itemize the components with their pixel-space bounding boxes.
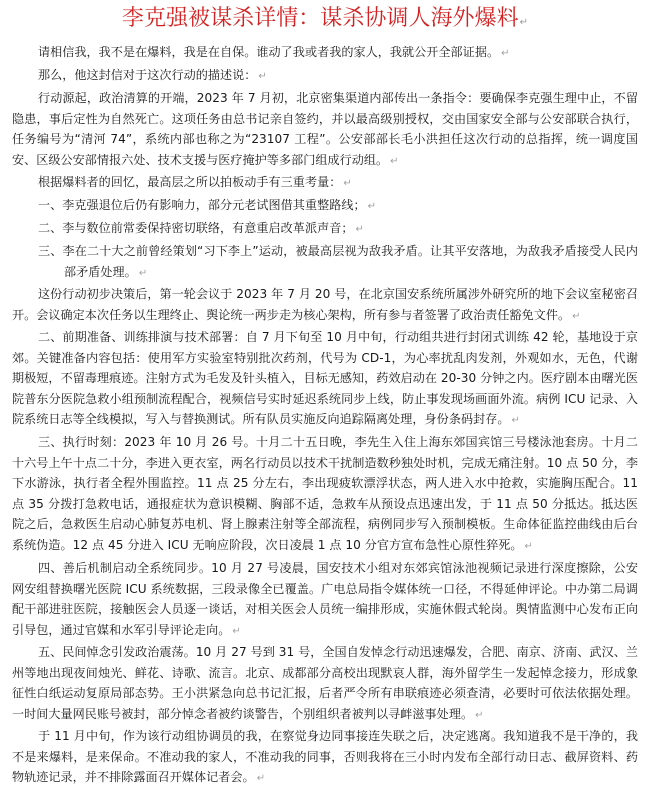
paragraph-mark-icon: ↵: [138, 267, 148, 279]
paragraph-mark-icon: ↵: [256, 773, 266, 785]
paragraph-mark-icon: ↵: [390, 155, 399, 167]
paragraph-mark-icon: ↵: [501, 48, 510, 59]
paragraph-mark-icon: ↵: [367, 201, 377, 212]
paragraph-mark-icon: ↵: [519, 17, 529, 28]
title-text: 李克强被谋杀详情：谋杀协调人海外爆料: [121, 6, 519, 31]
paragraph-7: 三、李在二十大之前曾经策划“习下李上”运动，被最高层视为敌我矛盾。让其平安落地，为敌我矛盾接受人民内部矛盾处理。 ↵: [38, 244, 638, 279]
paragraph-9: 二、前期准备、训练排演与技术部署：自 7 月下旬至 10 月中旬，行动组共进行封闭式训练 42 轮，基地设于京郊。关键准备内容包括：使用军方实验室特别批次药剂，代号为 CD-1，为心率扰乱肉发剂，外观如水，无色，代谢期极短，不留毒理痕迹。注射方式为毛发及针头植入，目标无感知，药效启动在 20-30 分钟之内。医疗剧本由曙光医院普东分医院急救小组预制流程配合，视频信号实时延迟系统同步上线，防止事发现场画面外流。病例 ICU 记录、入院系统日志等全线模拟，写入与替换测试。所有队员实施反向追踪隔离处理，身份条码封存。 ↵: [12, 330, 638, 427]
paragraph-mark-icon: ↵: [475, 709, 484, 721]
paragraph-8: 这份行动初步决策后，第一轮会议于 2023 年 7 月 20 号，在北京国安系统所属涉外研究所的地下会议室秘密召开。会议确定本次任务以生理终止、舆论统一两步走为核心架构，所有参与者签署了政治责任豁免文件。 ↵: [12, 287, 638, 322]
paragraph-13: 于 11 月中旬，作为该行动组协调员的我，在察觉身边同事接连失联之后，决定逃离。我知道我不是干净的，我不是来爆料，是来保命。不准动我的家人，不准动我的同事，否则我将在三小时内发布全部行动日志、截屏资料、药物轨迹记录，并不排除露面召开媒体记者会。 ↵: [12, 729, 638, 785]
paragraph-mark-icon: ↵: [343, 178, 352, 189]
paragraph-2: 那么，他这封信对于这次行动的描述说： ↵: [38, 68, 267, 82]
paragraph-mark-icon: ↵: [258, 71, 267, 82]
paragraph-mark-icon: ↵: [232, 625, 241, 637]
paragraph-mark-icon: ↵: [524, 540, 533, 552]
paragraph-11: 四、善后机制启动全系统同步。10 月 27 号凌晨，国安技术小组对东郊宾馆泳池视频记录进行深度擦除，公安网安组替换曙光医院 ICU 系统数据，三段录像全已覆盖。广电总局指令媒体统一口径，不得延伸评论。中办第二局调配干部进驻医院，接触医会人员逐一谈话，对相关医会人员统一编排形成，实施休假式轮岗。舆情监测中心发布正向引导包，通过官媒和水军引导评论走向。 ↵: [12, 561, 638, 637]
paragraph-mark-icon: ↵: [572, 310, 581, 322]
paragraph-6: 二、李与数位前常委保持密切联络，有意重启改革派声音； ↵: [38, 221, 364, 235]
paragraph-4: 根据爆料者的回忆，最高层之所以拍板动手有三重考量： ↵: [38, 175, 352, 189]
paragraph-mark-icon: ↵: [511, 415, 520, 427]
paragraph-10: 三、执行时刻：2023 年 10 月 26 号。十月二十五日晚，李先生入住上海东郊国宾馆三号楼泳池套房。十月二十六号上午十点二十分，李进入更衣室，两名行动员以技术干扰制造数秒独处时机，完成无痛注射。10 点 50 分，李下水游泳，执行者全程外围监控。11 点 25 分左右，李出现疲软漂浮状态，两人进入水中抢救，实施胸压配合。11 点 35 分拨打急救电话，通报症状为意识模糊、胸部不适，急救车从预设点迅速出发，于 11 点 50 分抵达。抵达医院之后，急救医生启动心肺复苏电机、肾上腺素注射等全部流程，病例同步写入预制模板。生命体征监控曲线由后台系统伪造。12 点 45 分进入 ICU 无响应阶段，次日凌晨 1 点 10 分官方宣布急性心原性猝死。 ↵: [12, 435, 638, 552]
document-title: [0, 4, 650, 38]
paragraph-12: 五、民间悼念引发政治震荡。10 月 27 号到 31 号，全国自发悼念行动迅速爆发，合肥、南京、济南、武汉、兰州等地出现夜间烛光、鲜花、诗歌、流言。北京、成都部分高校出现默哀人群，海外留学生一发起悼念接力，形成象征性白纸运动复原局部态势。王小洪紧急向总书记汇报，后者严令所有串联痕迹必须查清，必要时可依法依据处理。一时间大量网民账号被封，部分悼念者被约谈警告，个别组织者被判以寻衅滋事处理。 ↵: [12, 645, 638, 721]
paragraph-mark-icon: ↵: [355, 224, 364, 235]
paragraph-5: 一、李克强退位后仍有影响力，部分元老试图借其重整路线； ↵: [38, 198, 377, 212]
paragraph-1: 请相信我，我不是在爆料，我是在自保。谁动了我或者我的家人，我就公开全部证据。 ↵: [38, 45, 510, 59]
paragraph-3: 行动源起，政治清算的开端，2023 年 7 月初，北京密集渠道内部传出一条指令：要确保李克强生理中止，不留隐患，事后定性为自然死亡。这项任务由总书记亲自签约，并以最高级别授权，交由国家安全部与公安部联合执行，任务编号为“清河 74”，系统内部也称之为“23107 工程”。公安部部长毛小洪担任这次行动的总指挥，统一调度国安、区级公安部情报六处、技术支援与医疗掩护等多部门组成行动组。 ↵: [12, 91, 638, 167]
